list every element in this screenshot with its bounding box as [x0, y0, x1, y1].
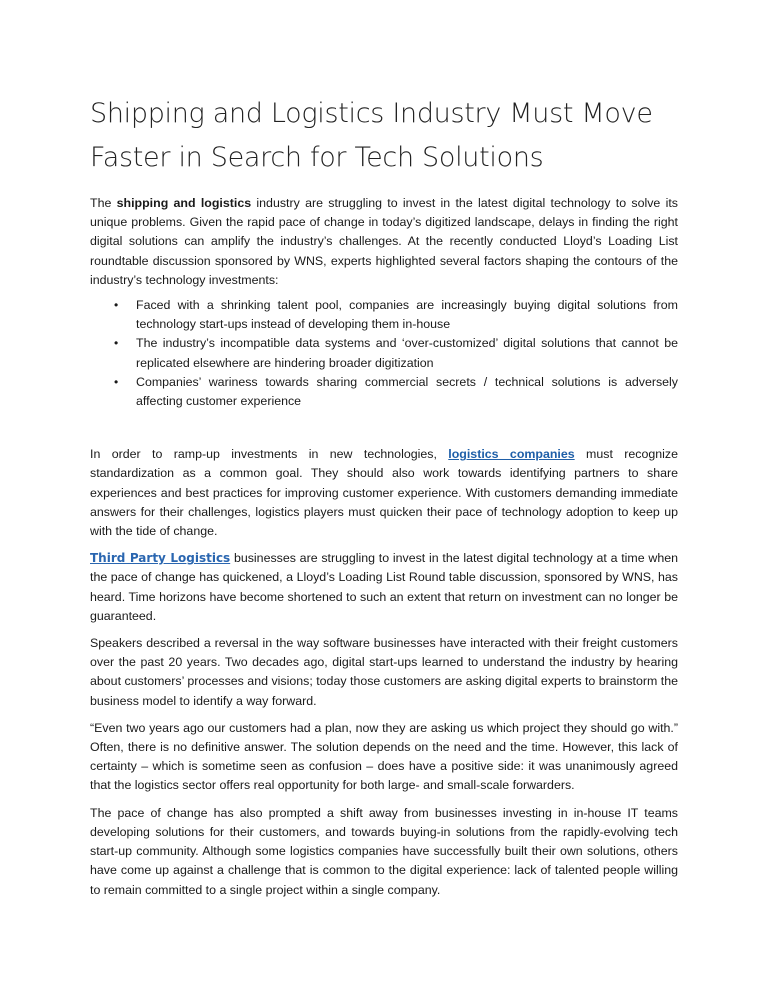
intro-text-pre: The	[90, 196, 117, 210]
para2-text-pre: In order to ramp-up investments in new technologies,	[90, 447, 449, 462]
paragraph-quote: “Even two years ago our customers had a plan, now they are asking us which project they should go with.” Often, there is no definitive answer. The solution depends on the need and the time. However, this lack of certainty – which is sometime seen as confusion – does have a positive side: it was unanimously agreed that the logistics sector offers real opportunity for both large- and small-scale forwarders.	[90, 720, 678, 793]
paragraph-standardization	[90, 445, 678, 541]
list-item	[90, 334, 678, 372]
bullet-icon: •	[114, 374, 119, 389]
bullet-icon: •	[114, 336, 119, 351]
third-party-logistics-link[interactable]: Third Party Logistics	[90, 551, 231, 566]
intro-bold-phrase: shipping and logistics	[116, 196, 252, 210]
intro-paragraph	[90, 194, 678, 290]
list-item-text: Faced with a shrinking talent pool, companies are increasingly buying digital solutions from technology start-ups instead of developing them in-house	[136, 298, 678, 332]
list-item	[90, 373, 678, 411]
para3-text-post: businesses are struggling to invest in the latest digital technology at a time when the pace of change has quickened, a Lloyd’s Loading List Round table discussion, sponsored by WNS, has heard. Time horizons have become shortened to such an extent that return on investment can no longer be guaranteed.	[90, 551, 678, 623]
bullet-list	[90, 296, 678, 411]
intro-text-post: industry are struggling to invest in the latest digital technology to solve its unique problems. Given the rapid pace of change in today’s digitized landscape, delays in finding the right digital solutions can amplify the industry’s challenges. At the recently conducted Lloyd’s Loading List roundtable discussion sponsored by WNS, experts highlighted several factors shaping the contours of the industry’s technology investments:	[90, 196, 678, 287]
document-page	[90, 92, 678, 908]
paragraph-speakers: Speakers described a reversal in the way software businesses have interacted with their freight customers over the past 20 years. Two decades ago, digital start-ups learned to understand the industry by hearing about customers’ processes and visions; today those customers are asking digital experts to brainstorm the business model to identify a way forward.	[90, 636, 678, 708]
paragraph-third-party	[90, 549, 678, 626]
page-title: Shipping and Logistics Industry Must Move Faster in Search for Tech Solutions	[90, 98, 653, 173]
logistics-companies-link[interactable]: logistics companies	[448, 447, 575, 462]
para2-text-post: must recognize standardization as a common goal. They should also work towards identifying partners to share experiences and best practices for improving customer experience. With customers demanding immediate answers for their challenges, logistics players must quicken their pace of technology adoption to keep up with the tide of change.	[90, 447, 678, 539]
list-item	[90, 296, 678, 334]
list-item-text: Companies’ wariness towards sharing commercial secrets / technical solutions is adversely affecting customer experience	[136, 374, 678, 409]
section-spacer	[90, 411, 678, 445]
list-item-text: The industry’s incompatible data systems and ‘over-customized’ digital solutions that cannot be replicated elsewhere are hindering broader digitization	[136, 336, 678, 370]
paragraph-pace-of-change: The pace of change has also prompted a shift away from businesses investing in in-house IT teams developing solutions for their customers, and towards buying-in solutions from the rapidly-evolving tech start-up community. Although some logistics companies have successfully built their own solutions, others have come up against a challenge that is common to the digital experience: lack of talented people willing to remain committed to a single project within a single company.	[90, 805, 678, 897]
bullet-icon: •	[114, 298, 119, 313]
